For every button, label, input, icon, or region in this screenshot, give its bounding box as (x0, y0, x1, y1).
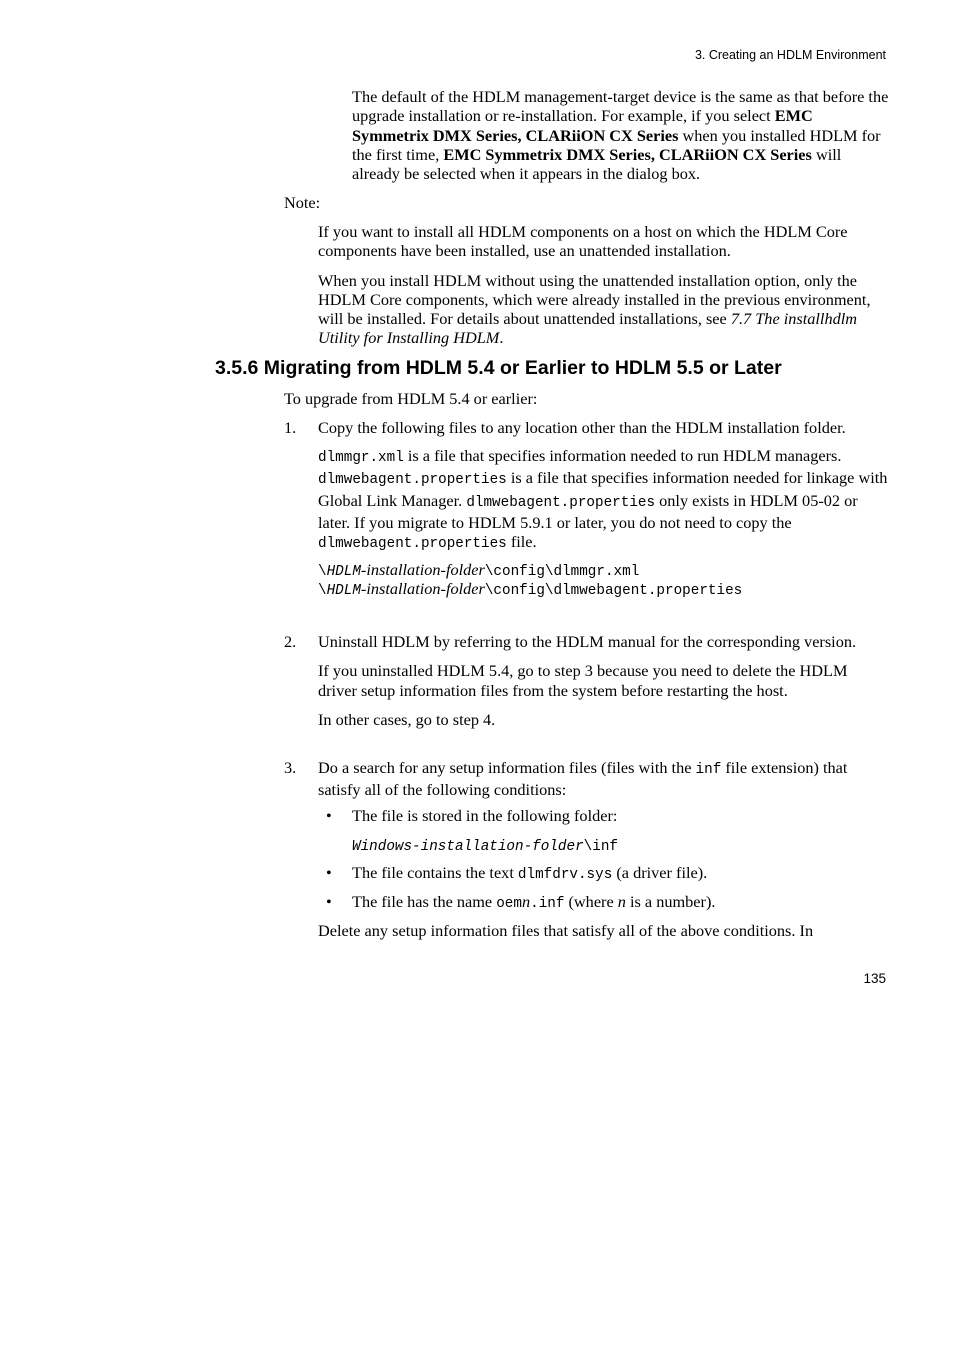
step-3-text: Do a search for any setup information files (files with the inf file extension) that satisfy all of the following conditions: (318, 758, 848, 800)
step-2-text: Uninstall HDLM by referring to the HDLM manual for the corresponding version. (318, 632, 857, 651)
note-paragraph: If you want to install all HDLM components on a host on which the HDLM Core components have been installed, use an unattended installation. (318, 222, 848, 261)
bullet-icon: • (326, 806, 332, 825)
inf-folder-path: Windows-installation-folder\inf (352, 839, 618, 855)
section-heading: 3.5.6 Migrating from HDLM 5.4 or Earlier to HDLM 5.5 or Later (215, 357, 782, 379)
step-3-closing: Delete any setup information files that satisfy all of the above conditions. In (318, 921, 814, 940)
bullet-icon: • (326, 892, 332, 911)
condition-3-text: The file has the name oemn.inf (where n is a number). (352, 892, 716, 912)
note-body (318, 222, 890, 348)
step-2-paragraph: In other cases, go to step 4. (318, 709, 496, 729)
condition-2-text: The file contains the text dlmfdrv.sys (a driver file). (352, 863, 708, 883)
section-lead: To upgrade from HDLM 5.4 or earlier: (284, 389, 538, 408)
note-paragraph: When you install HDLM without using the unattended installation option, only the HDLM Core components, which were already installed in the previous environment, will be installed. For details about unattended installations, see 7.7 The installhdlm Utility for Installing HDLM. (318, 270, 871, 348)
step-number: 1. (284, 418, 297, 437)
bullet-icon: • (326, 863, 332, 882)
note-label: Note: (284, 193, 321, 212)
running-header: 3. Creating an HDLM Environment (694, 48, 886, 62)
step-number: 3. (284, 758, 297, 777)
intro-paragraph: The default of the HDLM management-target device is the same as that before the upgrade installation or re-installation. For example, if you select EMC Symmetrix DMX Series, CLARiiON CX Series when you installed HDLM for the first time, EMC Symmetrix DMX Series, CLARiiON CX Series will already be selected when it appears in the dialog box. (352, 87, 889, 184)
step-1-text: Copy the following files to any location other than the HDLM installation folder. (318, 418, 846, 437)
step-2-paragraph: If you uninstalled HDLM 5.4, go to step 3 because you need to delete the HDLM driver setup information files from the system before restarting the host. (318, 661, 848, 700)
cross-reference: 7.7 The installhdlm Utility for Installing HDLM (318, 309, 858, 348)
file-path-dlmwebagent: \HDLM-installation-folder\config\dlmwebagent.properties (318, 579, 743, 599)
step-1-description: dlmmgr.xml is a file that specifies information needed to run HDLM managers. dlmwebagent.properties is a file that specifies information needed for linkage with Global Link Manager. dlmwebagent.properties only exists in HDLM 05-02 or later. If you migrate to HDLM 5.9.1 or later, you do not need to copy the dlmwebagent.properties file. (318, 446, 888, 553)
file-path-dlmmgr: \HDLM-installation-folder\config\dlmmgr.xml (318, 560, 640, 580)
condition-1-text: The file is stored in the following folder: (352, 806, 618, 825)
step-number: 2. (284, 632, 297, 651)
step-2-body (318, 632, 890, 729)
page-number: 135 (863, 971, 886, 986)
